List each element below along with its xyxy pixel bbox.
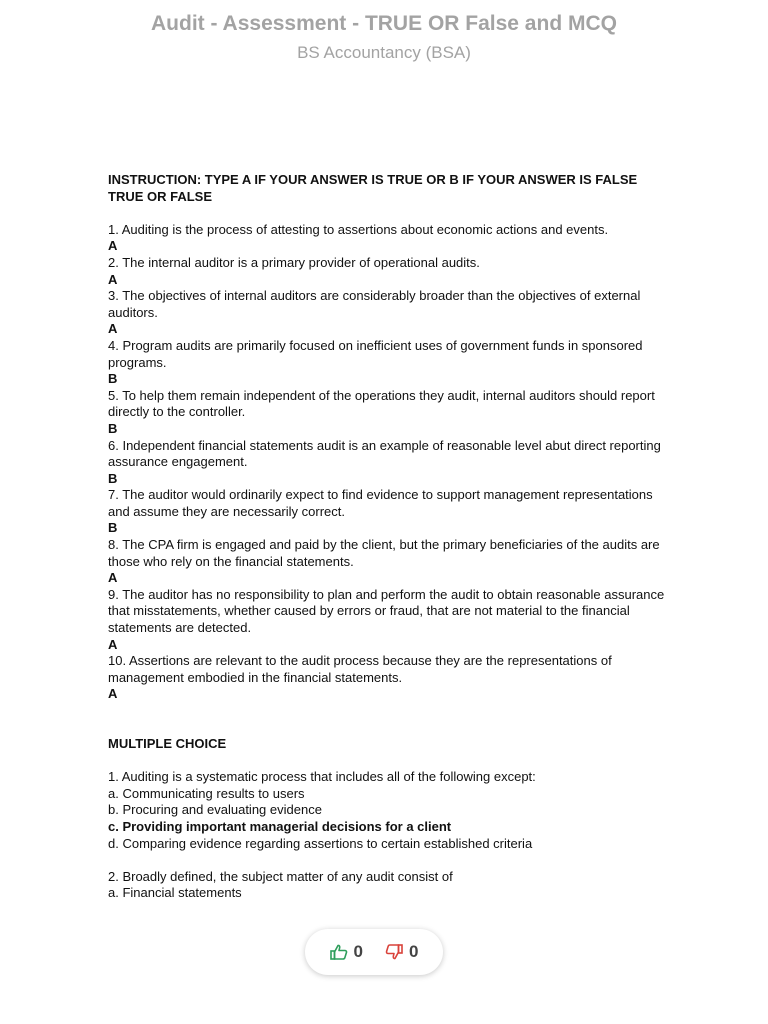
upvote-count: 0	[353, 942, 363, 961]
tf-question: 10. Assertions are relevant to the audit process because they are the representations of management embodied in the financial statements.	[108, 653, 612, 685]
tf-answer: A	[108, 686, 118, 702]
tf-answer: A	[108, 570, 118, 586]
mcq-choice: d. Comparing evidence regarding assertions to certain established criteria	[108, 835, 533, 851]
tf-question: 1. Auditing is the process of attesting to assertions about economic actions and events.	[108, 221, 609, 237]
mcq-choice: a. Communicating results to users	[108, 785, 305, 801]
mcq-choice-correct: c. Providing important managerial decisions for a client	[108, 818, 452, 834]
mcq-question: 2. Broadly defined, the subject matter of any audit consist of	[108, 868, 453, 884]
tf-answer: A	[108, 238, 118, 254]
vote-widget	[305, 929, 443, 975]
tf-question: 5. To help them remain independent of the operations they audit, internal auditors should report directly to the controller.	[108, 387, 655, 420]
mcq-choice: b. Procuring and evaluating evidence	[108, 802, 322, 818]
thumbs-up-icon	[330, 944, 348, 960]
tf-answer: B	[108, 420, 118, 436]
upvote-button[interactable]	[330, 942, 363, 962]
tf-question: 8. The CPA firm is engaged and paid by the client, but the primary beneficiaries of the audits are those who rely on the financial statements.	[108, 537, 660, 569]
tf-answer: B	[108, 470, 118, 486]
tf-question: 9. The auditor has no responsibility to plan and perform the audit to obtain reasonable assurance that misstatements, whether caused by errors or fraud, that are not material to the financial statements are detected.	[108, 586, 665, 636]
tf-question: 3. The objectives of internal auditors are considerably broader than the objectives of external auditors.	[108, 288, 641, 320]
tf-answer: B	[108, 371, 118, 387]
tf-question: 7. The auditor would ordinarily expect to find evidence to support management representations and assume they are necessarily correct.	[108, 487, 653, 519]
instruction-text: INSTRUCTION: TYPE A IF YOUR ANSWER IS TRUE OR B IF YOUR ANSWER IS FALSE TRUE OR FALSE	[108, 172, 638, 204]
tf-question: 4. Program audits are primarily focused on inefficient uses of government funds in sponsored programs.	[108, 337, 643, 370]
mcq-question-block	[108, 869, 668, 902]
mcq-choice: a. Financial statements	[108, 885, 242, 901]
tf-answer: A	[108, 271, 118, 287]
tf-answer: B	[108, 520, 118, 536]
page-title: Audit - Assessment - TRUE OR False and MCQ	[151, 12, 617, 35]
tf-answer: A	[108, 636, 118, 652]
page-subtitle: BS Accountancy (BSA)	[297, 43, 471, 62]
downvote-button[interactable]	[385, 942, 418, 962]
true-false-list	[108, 222, 668, 703]
mcq-question-block	[108, 769, 668, 852]
tf-question: 2. The internal auditor is a primary provider of operational audits.	[108, 254, 480, 270]
thumbs-down-icon	[385, 944, 403, 960]
tf-question: 6. Independent financial statements audit is an example of reasonable level abut direct reporting assurance engagement.	[108, 437, 661, 470]
multiple-choice-heading: MULTIPLE CHOICE	[108, 736, 227, 751]
downvote-count: 0	[409, 942, 419, 961]
tf-answer: A	[108, 321, 118, 337]
document-content	[108, 172, 668, 919]
mcq-question: 1. Auditing is a systematic process that includes all of the following except:	[108, 769, 536, 785]
